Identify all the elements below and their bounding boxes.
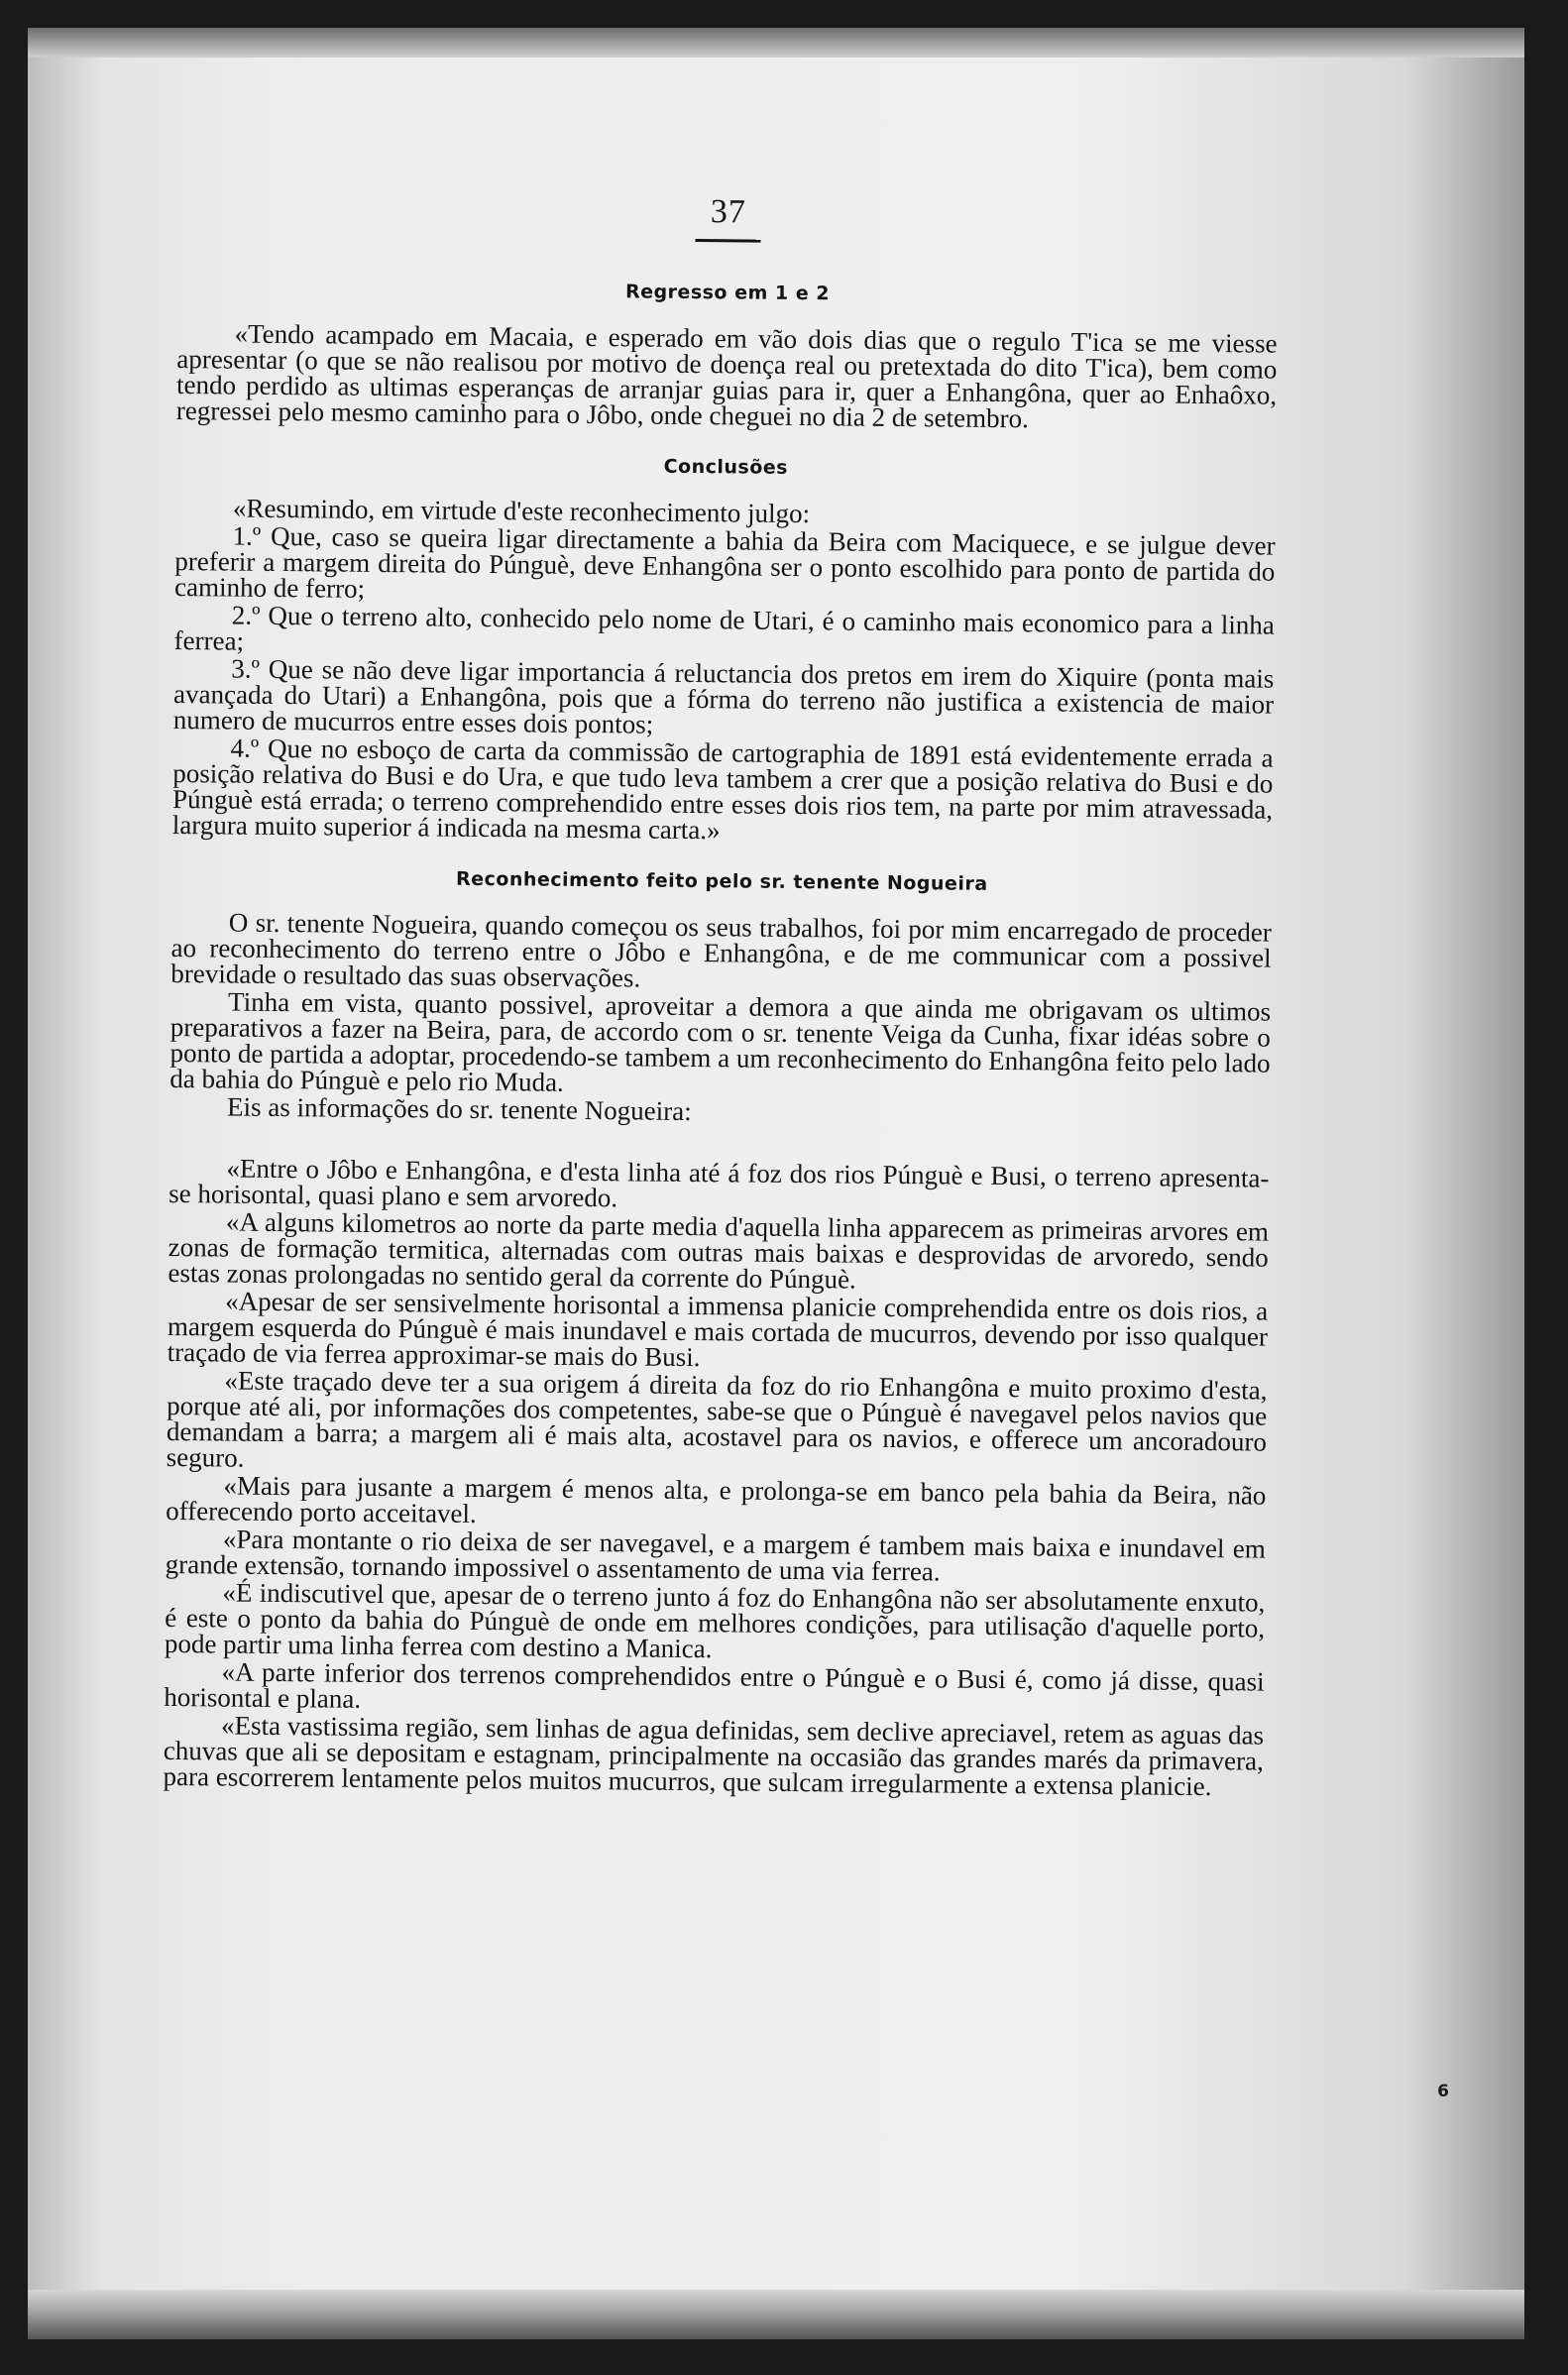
quoted-paragraph: «A alguns kilometros ao norte da parte media d'aquella linha apparecem as primeiras arvores em zonas de formação termitica, alternadas com outras mais baixas e desprovidas de arvoredo, sendo estas zonas prolongadas no sentido geral da corrente do Púnguè. [168,1206,1270,1295]
paragraph: Tinha em vista, quanto possivel, aproveitar a demora a que ainda me obrigavam os ultimos preparativos a fazer na Beira, para, de accordo com o sr. tenente Veiga da Cunha, fixar idéas sobre o ponto de partida a adoptar, procedendo-se tambem a um reconhecimento do Enhangôna feito pelo lado da bahia do Púnguè e pelo rio Muda. [169,986,1272,1097]
quoted-paragraph: «Este traçado deve ter a sua origem á direita da foz do rio Enhangôna e muito proximo d'esta, porque até ali, por informações dos competentes, sabe-se que o Púnguè é navegavel pelos navios que demandam a barra; a margem ali é mais alta, acostavel para os navios, e offerece um ancoradouro seguro. [166,1365,1268,1473]
page-top-shadow [28,28,1524,57]
paragraph: «Resumindo, em virtude d'este reconhecimento julgo: [232,493,811,529]
paragraph: 4.º Que no esboço de carta da commissão de cartographia de 1891 está evidentemente errada a posição relativa do Busi e do Ura, e que tudo leva tambem a crer que a posição relativa do Busi e do Púnguè está errada; o terreno comprehendido entre esses dois rios tem, na parte por mim atravessada, largura muito superior á indicada na mesma carta.» [171,733,1274,846]
quoted-paragraph: «Entre o Jôbo e Enhangôna, e d'esta linha até á foz dos rios Púnguè e Busi, o terreno apresenta-se horisontal, quasi plano e sem arvoredo. [168,1153,1270,1213]
section-heading-regresso: Regresso em 1 e 2 [624,281,831,305]
quoted-paragraph: «Mais para jusante a margem é menos alta, e prolonga-se em banco pela bahia da Beira, não offerecendo porto acceitavel. [166,1470,1267,1528]
quoted-paragraph: «É indiscutivel que, apesar de o terreno junto á foz do Enhangôna não ser absolutamente enxuto, é este o ponto da bahia do Púnguè de onde em melhores condições, para utilisação d'aquelle porto, pode partir uma linha ferrea com destino a Manica. [164,1577,1266,1664]
paragraph: 1.º Que, caso se queira ligar directamente a bahia da Beira com Maciquece, e se julgue dever preferir a margem direita do Púnguè, deve Enhangôna ser o ponto escolhido para ponto de partida do caminho de ferro; [173,520,1276,604]
paragraph: 2.º Que o terreno alto, conhecido pelo nome de Utari, é o caminho mais economico para a linha ferrea; [173,600,1275,656]
quoted-paragraph: «Apesar de ser sensivelmente horisontal a immensa planicie comprehendida entre os dois rios, a margem esquerda do Púnguè é mais inundavel e mais cortada de mucurros, devendo por isso qualquer traçado de via ferrea approximar-se mais do Busi. [167,1286,1269,1373]
quoted-paragraph: «Esta vastissima região, sem linhas de agua definidas, sem declive apreciavel, retem as aguas das chuvas que ali se depositam e estagnam, principalmente na occasião das grandes marés da primavera, para escorrerem lentamente pelos muitos mucurros, que sulcam irregularmente a extensa planicie. [163,1710,1265,1802]
quoted-paragraph: «Para montante o rio deixa de ser navegavel, e a margem é tambem mais baixa e inundavel em grande extensão, tornando impossivel o assentamento de uma via ferrea. [165,1524,1267,1587]
signature-mark: 6 [1437,2082,1449,2101]
quoted-paragraph: «A parte inferior dos terrenos comprehendidos entre o Púnguè e o Busi é, como já disse, quasi horisontal e plana. [164,1656,1265,1714]
paragraph: 3.º Que se não deve ligar importancia á reluctancia dos pretos em irem do Xiquire (ponta mais avançada do Utari) a Enhangôna, pois que a fórma do terreno não justifica a existencia de maior numero de mucurros entre esses dois pontos; [172,653,1275,739]
section-heading-conclusoes: Conclusões [663,455,789,479]
paragraph: «Tendo acampado em Macaia, e esperado em vão dois dias que o regulo T'ica se me viesse apresentar (o que se não realisou por motivo de doença real ou pretextada do dito T'ica), bem como tendo perdido as ultimas esperanças de arranjar guias para ir, quer a Enhangôna, quer ao Enhaôxo, regressei pelo mesmo caminho para o Jôbo, onde cheguei no dia 2 de setembro. [175,318,1278,434]
page-number: 37 [710,193,746,231]
paragraph: O sr. tenente Nogueira, quando começou os seus trabalhos, foi por mim encarregado de proceder ao reconhecimento do terreno entre o Jôbo e Enhangôna, e de me communicar com a possivel brevidade o resultado das suas observações. [170,907,1272,993]
page-number-rule [696,239,761,243]
section-heading-reconhecimento: Reconhecimento feito pelo sr. tenente Nogueira [455,867,988,895]
paragraph: Eis as informações do sr. tenente Nogueira: [226,1091,692,1127]
page-content [163,188,1278,1802]
page-bottom-shadow [28,2290,1524,2339]
